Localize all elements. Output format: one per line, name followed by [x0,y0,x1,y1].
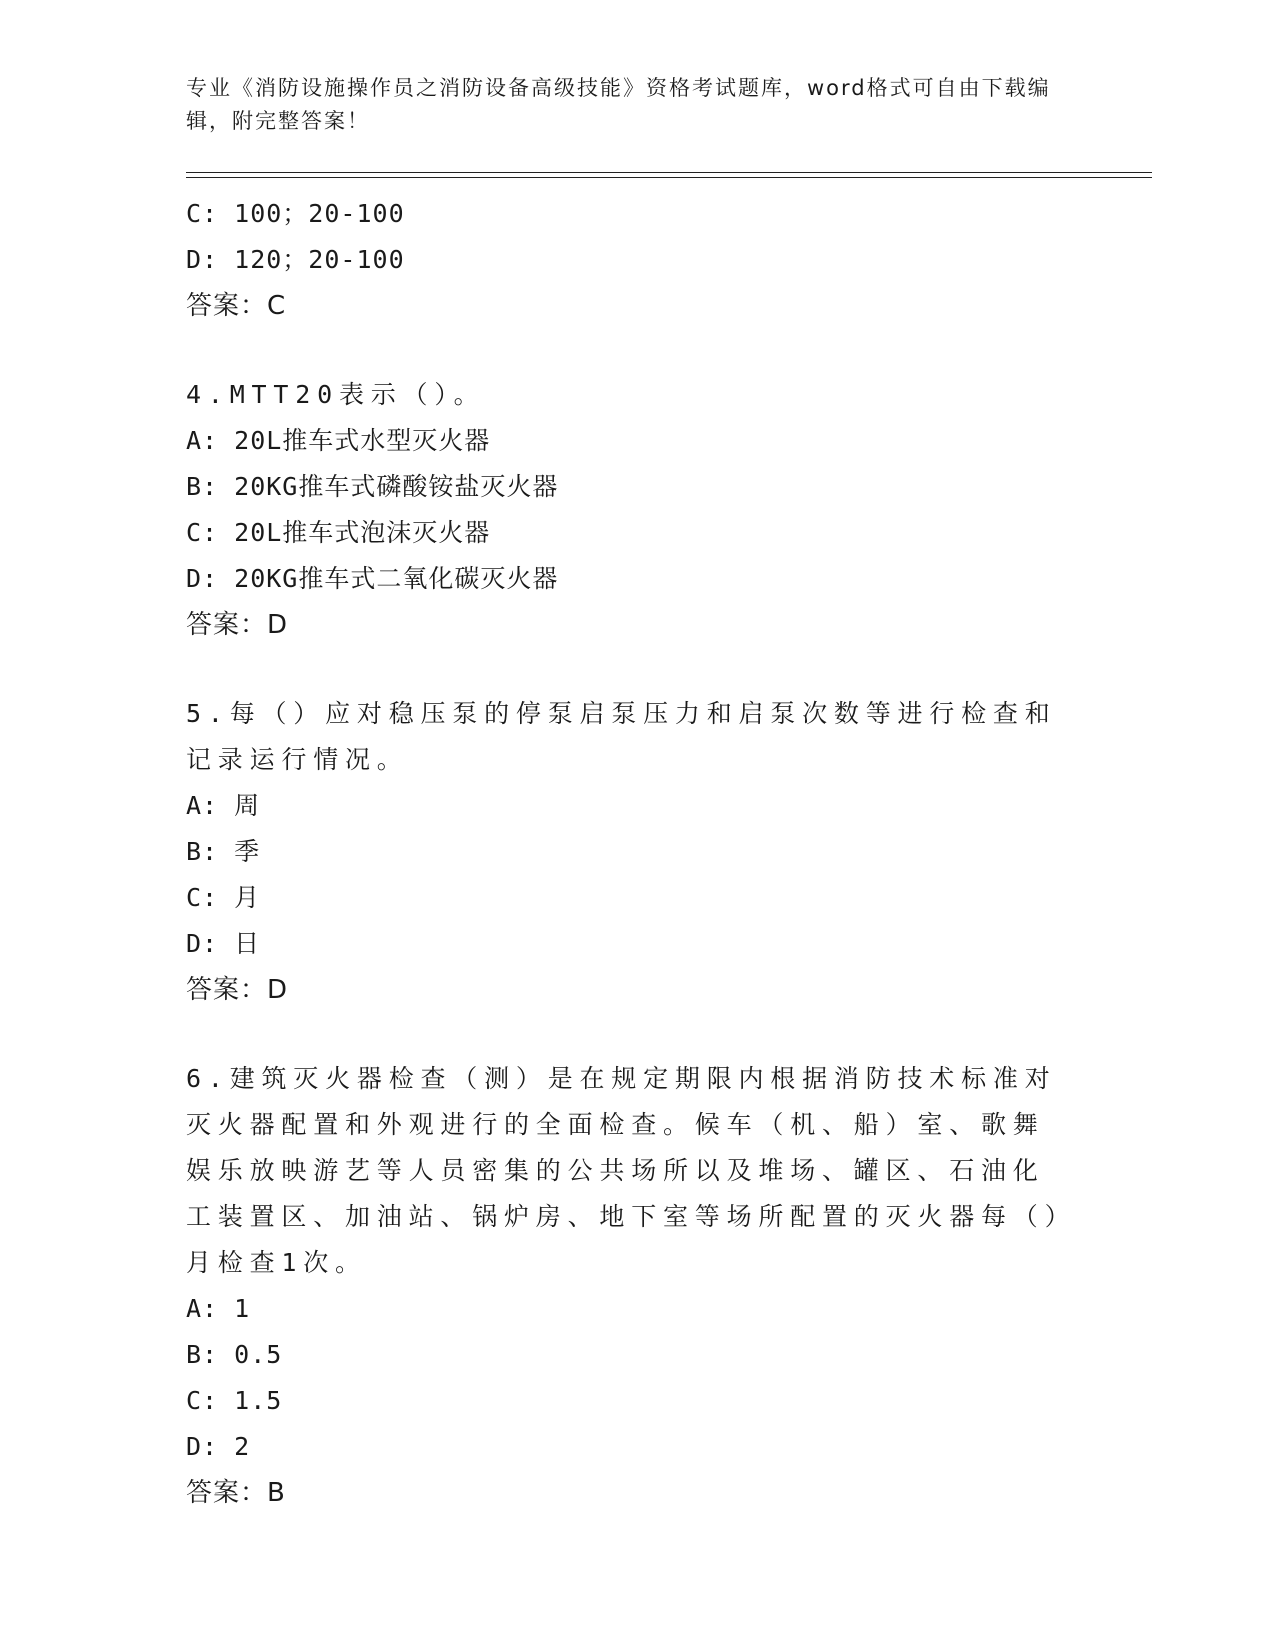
option-a: A: 1 [186,1294,251,1323]
option-c: C: 100；20-100 [186,199,405,228]
header-divider-top [186,172,1152,173]
question-block-6 [186,1056,1066,1516]
question-block-4 [186,372,1066,648]
header-divider-bottom [186,177,1152,178]
option-c: C: 月 [186,883,261,912]
option-d: D: 120；20-100 [186,245,405,274]
question-text: 4.MTT20表示（）。 [186,380,486,409]
answer: 答案：C [186,291,287,321]
question-text: 5.每（）应对稳压泵的停泵启泵压力和启泵次数等进行检查和记录运行情况。 [186,699,1057,774]
option-d: D: 20KG推车式二氧化碳灭火器 [186,564,559,593]
document-header [186,72,1066,138]
option-a: A: 周 [186,791,261,820]
option-a: A: 20L推车式水型灭火器 [186,426,491,455]
option-c: C: 1.5 [186,1386,283,1415]
answer: 答案：D [186,610,289,640]
question-block-5 [186,691,1066,1013]
question-text: 6.建筑灭火器检查（测）是在规定期限内根据消防技术标准对灭火器配置和外观进行的全面检查。候车（机、船）室、歌舞娱乐放映游艺等人员密集的公共场所以及堆场、罐区、石油化工装置区、加油站、锅炉房、地下室等场所配置的灭火器每（）月检查1次。 [186,1064,1064,1277]
option-b: B: 0.5 [186,1340,283,1369]
question-block-3-continued [186,191,1066,329]
option-b: B: 20KG推车式磷酸铵盐灭火器 [186,472,559,501]
option-d: D: 日 [186,929,261,958]
option-c: C: 20L推车式泡沫灭火器 [186,518,491,547]
answer: 答案：B [186,1478,286,1508]
answer: 答案：D [186,975,289,1005]
option-d: D: 2 [186,1432,251,1461]
header-text: 专业《消防设施操作员之消防设备高级技能》资格考试题库，word格式可自由下载编辑，附完整答案！ [186,76,1051,133]
option-b: B: 季 [186,837,261,866]
question-list [186,191,1066,1516]
